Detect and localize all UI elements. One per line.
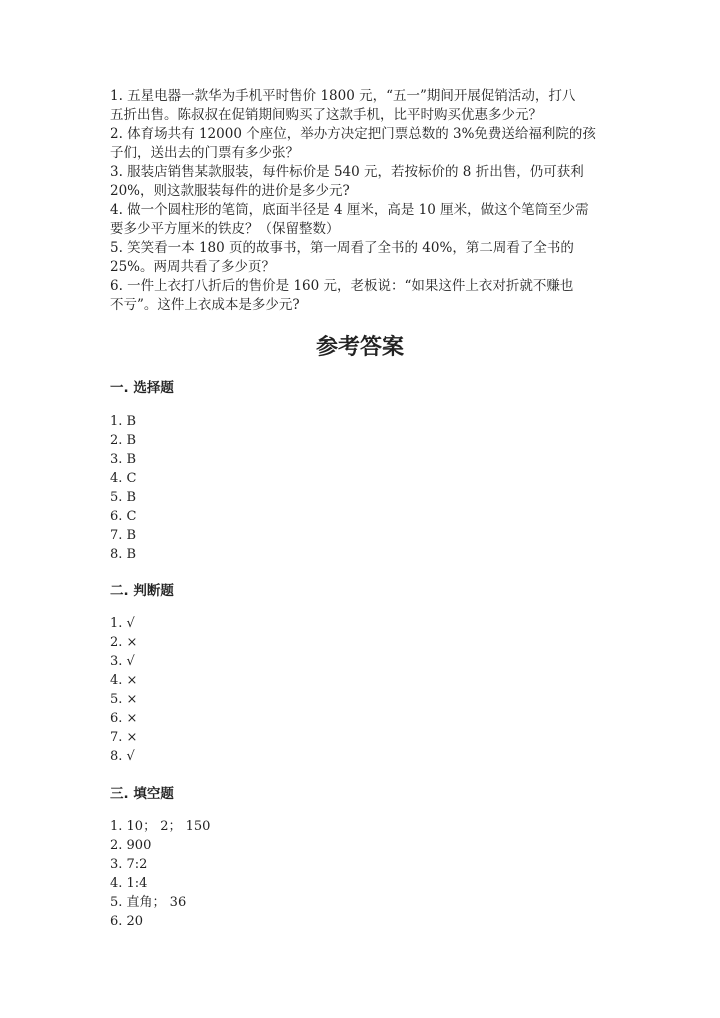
question-2: 2. 体育场共有 12000 个座位，举办方决定把门票总数的 3%免费送给福利院的孩 子们，送出去的门票有多少张？	[110, 126, 596, 161]
answer-item: 2. ×	[110, 635, 138, 650]
answer-item: 6. C	[110, 509, 137, 524]
answer-item: 4. ×	[110, 673, 138, 688]
section-heading-choice: 一. 选择题	[110, 380, 174, 396]
section-heading-judgement: 二. 判断题	[110, 583, 174, 599]
answer-item: 5. ×	[110, 692, 138, 707]
answer-item: 7. ×	[110, 730, 138, 745]
answer-item: 7. B	[110, 528, 137, 543]
answer-item: 8. √	[110, 749, 135, 764]
answer-item: 4. 1:4	[110, 876, 148, 891]
question-5: 5. 笑笑看一本 180 页的故事书，第一周看了全书的 40%，第二周看了全书的 25%。两周共看了多少页？	[110, 240, 574, 275]
answer-item: 3. 7:2	[110, 857, 148, 872]
section-heading-fill-blank: 三. 填空题	[110, 786, 174, 802]
answer-item: 2. 900	[110, 838, 152, 853]
answer-item: 3. B	[110, 452, 137, 467]
question-6: 6. 一件上衣打八折后的售价是 160 元，老板说：“如果这件上衣对折就不赚也 不亏”。这件上衣成本是多少元?	[110, 278, 574, 313]
answer-item: 6. ×	[110, 711, 138, 726]
question-4: 4. 做一个圆柱形的笔筒，底面半径是 4 厘米，高是 10 厘米，做这个笔筒至少需 要多少平方厘米的铁皮？（保留整数）	[110, 202, 589, 237]
answers-judgement	[110, 614, 137, 766]
answer-item: 1. 10； 2； 150	[110, 819, 211, 834]
question-1: 1. 五星电器一款华为手机平时售价 1800 元，“五一”期间开展促销活动，打八 五折出售。陈叔叔在促销期间购买了这款手机，比平时购买优惠多少元？	[110, 88, 576, 123]
answer-item: 2. B	[110, 433, 137, 448]
answer-item: 6. 20	[110, 914, 144, 929]
answer-item: 5. B	[110, 490, 137, 505]
answer-item: 4. C	[110, 471, 137, 486]
answer-item: 3. √	[110, 654, 135, 669]
question-3: 3. 服装店销售某款服装，每件标价是 540 元，若按标价的 8 折出售，仍可获利 20%，则这款服装每件的进价是多少元?	[110, 164, 584, 199]
answers-choice	[110, 412, 136, 564]
answer-item: 1. B	[110, 414, 137, 429]
answer-title: 参考答案	[315, 335, 404, 360]
answer-item: 5. 直角； 36	[110, 895, 187, 910]
answer-item: 8. B	[110, 547, 137, 562]
answers-fill-blank	[110, 817, 210, 931]
questions-list	[110, 87, 630, 315]
answer-item: 1. √	[110, 616, 135, 631]
